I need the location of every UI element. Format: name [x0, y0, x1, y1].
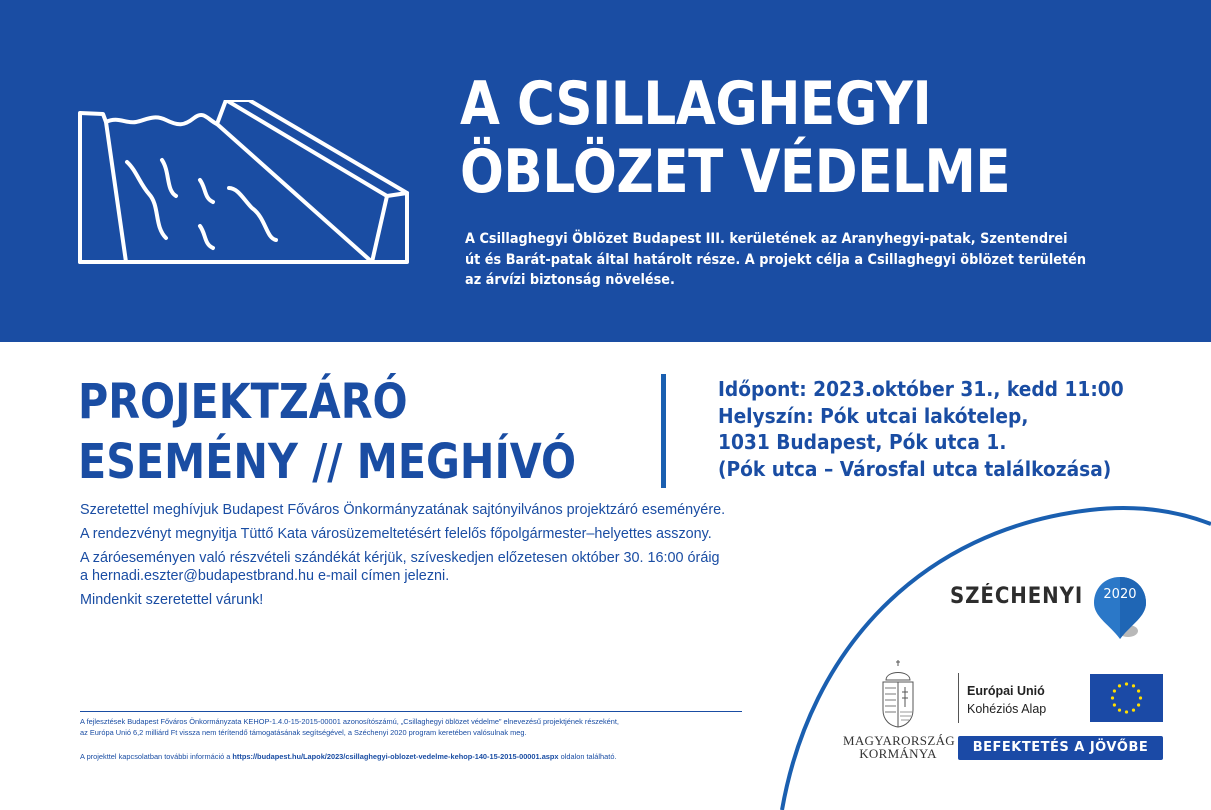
intro-text: [465, 229, 1100, 291]
event-details: [718, 376, 1124, 482]
rsvp-line-2[interactable]: a hernadi.eszter@budapestbrand.hu e-mail címen jelezni.: [80, 567, 450, 584]
invitation-body: [80, 501, 725, 615]
title-line-2: ÖBLÖZET VÉDELME: [460, 137, 1011, 207]
invitation-paragraph-4: Mindenkit szeretettel várunk!: [80, 591, 264, 608]
intro-line-3: az árvízi biztonság növelése.: [465, 272, 675, 288]
hungarian-government-logo: [843, 660, 953, 760]
investment-banner: BEFEKTETÉS A JÖVŐBE: [958, 736, 1163, 760]
header-banner: [0, 0, 1211, 342]
event-title-line-2: ESEMÉNY // MEGHÍVÓ: [78, 434, 577, 490]
more-info-line: [80, 751, 619, 762]
more-info-prefix: A projekttel kapcsolatban további információ a: [80, 752, 233, 761]
event-title: [78, 372, 576, 492]
divider-bar: [661, 374, 666, 488]
kormany-line-2: KORMÁNYA: [859, 746, 937, 761]
page-title: [460, 70, 1010, 206]
kormany-text: [843, 734, 953, 760]
kormany-line-1: MAGYARORSZÁG: [843, 733, 955, 748]
eu-fund-name: Kohéziós Alap: [967, 702, 1047, 716]
invitation-paragraph-2: A rendezvényt megnyitja Tüttő Kata városüzemeltetésért felelős főpolgármester–helyettes asszony.: [80, 525, 712, 542]
intro-line-1: A Csillaghegyi Öblözet Budapest III. kerületének az Aranyhegyi-patak, Szentendrei: [465, 231, 1068, 247]
dam-icon: [76, 100, 412, 264]
event-title-line-1: PROJEKTZÁRÓ: [78, 374, 408, 430]
fine-print-line-2: az Európa Unió 6,2 milliárd Ft vissza nem térítendő támogatásának segítségével, a Széchenyi 2020 program keretében valósulnak meg.: [80, 728, 527, 737]
intro-line-2: út és Barát-patak által határolt része. A projekt célja a Csillaghegyi öblözet területén: [465, 251, 1087, 268]
coat-of-arms-icon: [878, 660, 918, 728]
footer-rule: [80, 711, 742, 712]
eu-fund-text: [967, 682, 1046, 718]
eu-divider: [958, 673, 959, 723]
eu-flag-icon: [1090, 674, 1163, 722]
project-link[interactable]: https://budapest.hu/Lapok/2023/csillaghegyi-oblozet-vedelme-kehop-140-15-2015-00001.aspx: [232, 752, 559, 761]
event-address: 1031 Budapest, Pók utca 1.: [718, 430, 1007, 454]
more-info-suffix: oldalon található.: [558, 752, 617, 761]
event-address-note: (Pók utca – Városfal utca találkozása): [718, 456, 1112, 481]
title-line-1: A CSILLAGHEGYI: [460, 69, 932, 139]
map-pin-icon: [1088, 575, 1152, 641]
eu-name: Európai Unió: [967, 684, 1045, 698]
szechenyi-2020-logo: [950, 575, 1152, 641]
footer-fine-print: [80, 716, 619, 762]
fine-print-line-1: A fejlesztések Budapest Főváros Önkormányzata KEHOP-1.4.0-15-2015-00001 azonosítószámú, „Csillaghegyi öblözet védelme” elnevezésű projektjének részeként,: [80, 717, 619, 726]
szechenyi-year: 2020: [1103, 587, 1137, 602]
rsvp-line-1: A záróeseményen való részvételi szándékát kérjük, szíveskedjen előzetesen október 30. 16:00 óráig: [80, 549, 720, 566]
szechenyi-text: SZÉCHENYI: [950, 584, 1084, 609]
invitation-paragraph-3: [80, 549, 725, 585]
event-location: Helyszín: Pók utcai lakótelep,: [718, 403, 1029, 428]
decorative-arc: [770, 490, 1211, 810]
event-time: Időpont: 2023.október 31., kedd 11:00: [718, 377, 1124, 401]
invitation-paragraph-1: Szeretettel meghívjuk Budapest Főváros Önkormányzatának sajtónyilvános projektzáró eseményére.: [80, 501, 726, 518]
